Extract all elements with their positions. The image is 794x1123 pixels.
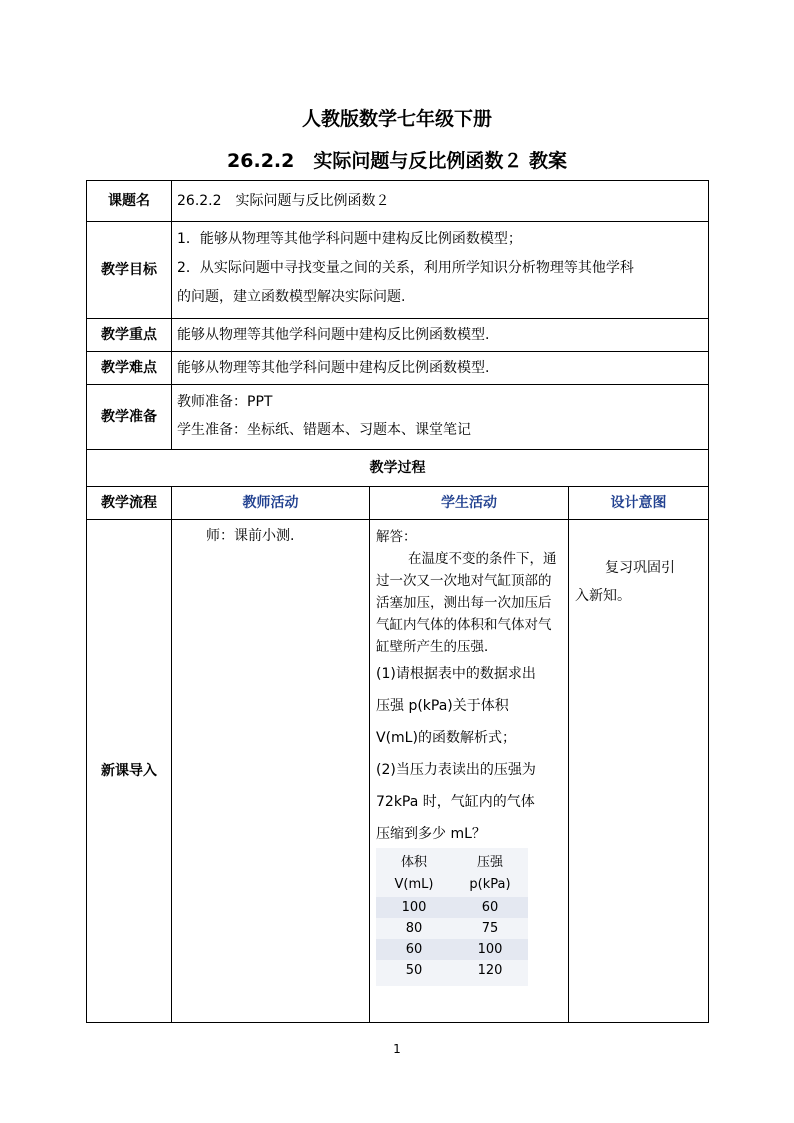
table-header-row-1 [376, 852, 528, 873]
topic-value: 26.2.2 实际问题与反比例函数２ [172, 181, 708, 222]
intro-design-intent [569, 520, 708, 1022]
student-line-0: 解答： [376, 529, 417, 545]
pressure-cell: 100 [477, 942, 503, 957]
student-line-8: V(mL)的函数解析式； [376, 730, 516, 746]
student-line-5: 缸壁所产生的压强． [376, 639, 498, 655]
intro-teacher-activity: 师：课前小测. [172, 520, 370, 1022]
goals-label: 教学目标 [87, 222, 172, 319]
document-title: 人教版数学七年级下册 [301, 108, 492, 130]
volume-cell: 50 [405, 963, 423, 978]
intro-label: 新课导入 [87, 520, 172, 1022]
header-volume: 体积 [400, 855, 427, 870]
prep-teacher: 教师准备：PPT [177, 394, 273, 410]
document-subtitle: 26.2.2 实际问题与反比例函数２ 教案 [227, 150, 567, 172]
difficulty-label: 教学难点 [87, 352, 172, 385]
header-pressure-unit: p(kPa) [469, 877, 511, 892]
topic-label: 课题名 [87, 181, 172, 222]
student-line-1: 在温度不变的条件下，通 [408, 551, 557, 567]
pressure-cell: 60 [481, 900, 499, 915]
col-intent-header: 设计意图 [569, 487, 708, 520]
student-line-7: 压强 p(kPa)关于体积 [376, 698, 509, 714]
volume-pressure-table [376, 848, 528, 986]
prep-student: 学生准备：坐标纸、错题本、习题本、课堂笔记 [177, 422, 471, 438]
table-row [376, 897, 528, 918]
header-volume-unit: V(mL) [394, 877, 434, 892]
process-title: 教学过程 [87, 450, 708, 487]
goal-line-1: 1．能够从物理等其他学科问题中建构反比例函数模型； [177, 231, 522, 247]
prep-label: 教学准备 [87, 385, 172, 450]
goal-line-3: 的问题，建立函数模型解决实际问题. [177, 289, 406, 305]
header-pressure: 压强 [476, 855, 503, 870]
pressure-cell: 120 [477, 963, 503, 978]
key-label: 教学重点 [87, 319, 172, 352]
key-value: 能够从物理等其他学科问题中建构反比例函数模型. [172, 319, 708, 352]
goal-line-2: 2．从实际问题中寻找变量之间的关系，利用所学知识分析物理等其他学科 [177, 260, 634, 276]
student-line-6: (1)请根据表中的数据求出 [376, 666, 536, 682]
volume-cell: 100 [401, 900, 427, 915]
volume-cell: 80 [405, 921, 423, 936]
page-number: 1 [393, 1042, 401, 1056]
student-line-4: 气缸内气体的体积和气体对气 [376, 617, 552, 633]
student-line-9: (2)当压力表读出的压强为 [376, 762, 536, 778]
table-row [376, 939, 528, 960]
goals-value [172, 222, 708, 319]
student-line-10: 72kPa 时，气缸内的气体 [376, 794, 535, 810]
col-flow-header: 教学流程 [87, 487, 172, 520]
intent-line-1: 复习巩固引 [605, 560, 675, 576]
prep-value [172, 385, 708, 450]
student-line-2: 过一次又一次地对气缸顶部的 [376, 573, 552, 589]
pressure-cell: 75 [481, 921, 499, 936]
col-student-header: 学生活动 [370, 487, 569, 520]
table-row [376, 918, 528, 939]
difficulty-value: 能够从物理等其他学科问题中建构反比例函数模型. [172, 352, 708, 385]
table-row [376, 960, 528, 981]
student-line-3: 活塞加压，测出每一次加压后 [376, 595, 552, 611]
table-header-row-2 [376, 874, 528, 895]
col-teacher-header: 教师活动 [172, 487, 370, 520]
volume-cell: 60 [405, 942, 423, 957]
intent-line-2: 入新知。 [575, 588, 631, 604]
student-line-11: 压缩到多少 mL？ [376, 826, 486, 842]
